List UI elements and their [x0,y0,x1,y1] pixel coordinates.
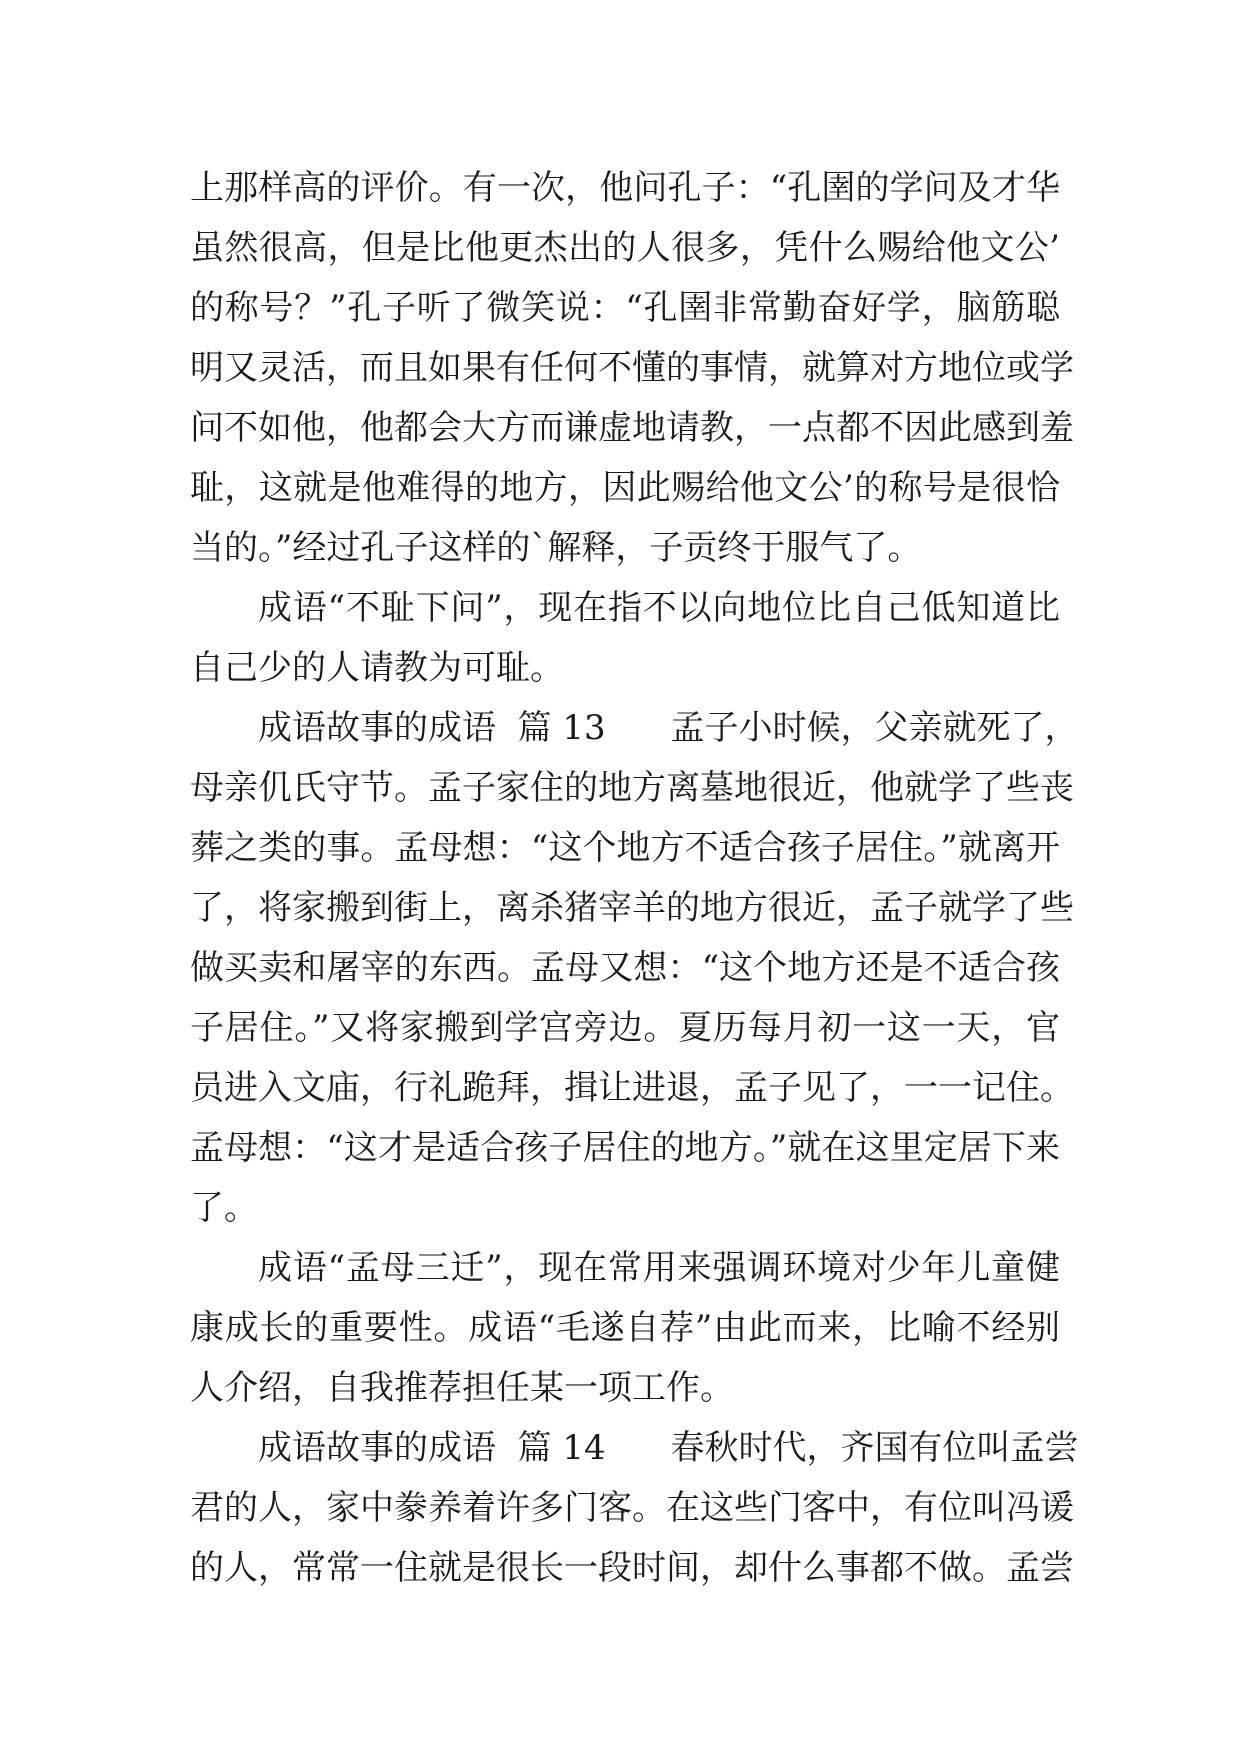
text-line: 问不如他，他都会大方而谦虚地请教，一点都不因此感到羞 [190,408,1074,448]
text-line: 了，将家搬到街上，离杀猪宰羊的地方很近，孟子就学了些 [190,888,1074,928]
body-text [190,158,1079,1598]
text-line: 明又灵活，而且如果有任何不懂的事情，就算对方地位或学 [190,348,1074,388]
section-heading-line: 成语故事的成语 篇 14 春秋时代，齐国有位叫孟尝 [258,1428,1079,1468]
text-line: 君的人，家中豢养着许多门客。在这些门客中，有位叫冯谖 [190,1488,1074,1528]
paragraph-first-line: 成语“不耻下问”，现在指不以向地位比自己低知道比 [258,588,1060,628]
text-line: 员进入文庙，行礼跪拜，揖让进退，孟子见了，一一记住。 [190,1068,1074,1108]
text-line: 自己少的人请教为可耻。 [190,648,564,688]
text-line: 上那样高的评价。有一次，他问孔子：“孔圉的学问及才华 [190,168,1060,208]
text-line: 了。 [190,1188,258,1228]
text-line: 的人，常常一住就是很长一段时间，却什么事都不做。孟尝 [190,1548,1074,1588]
paragraph-first-line: 成语“孟母三迁”，现在常用来强调环境对少年儿童健 [258,1248,1060,1288]
text-line: 当的。”经过孔子这样的`解释，子贡终于服气了。 [190,528,922,568]
text-line: 的称号？”孔子听了微笑说：“孔圉非常勤奋好学，脑筋聪 [190,288,1060,328]
text-line: 做买卖和屠宰的东西。孟母又想：“这个地方还是不适合孩 [190,948,1060,988]
text-line: 虽然很高，但是比他更杰出的人很多，凭什么赐给他文公’ [190,228,1060,268]
text-line: 葬之类的事。孟母想：“这个地方不适合孩子居住。”就离开 [190,828,1060,868]
text-line: 孟母想：“这才是适合孩子居住的地方。”就在这里定居下来 [190,1128,1060,1168]
text-line: 人介绍，自我推荐担任某一项工作。 [190,1368,734,1408]
text-line: 耻，这就是他难得的地方，因此赐给他文公’的称号是很恰 [190,468,1060,508]
text-line: 康成长的重要性。成语“毛遂自荐”由此而来，比喻不经别 [190,1308,1060,1348]
section-heading-line: 成语故事的成语 篇 13 孟子小时候，父亲就死了， [258,708,1079,748]
text-line: 母亲仉氏守节。孟子家住的地方离墓地很近，他就学了些丧 [190,768,1074,808]
text-line: 子居住。”又将家搬到学宫旁边。夏历每月初一这一天，官 [190,1008,1060,1048]
